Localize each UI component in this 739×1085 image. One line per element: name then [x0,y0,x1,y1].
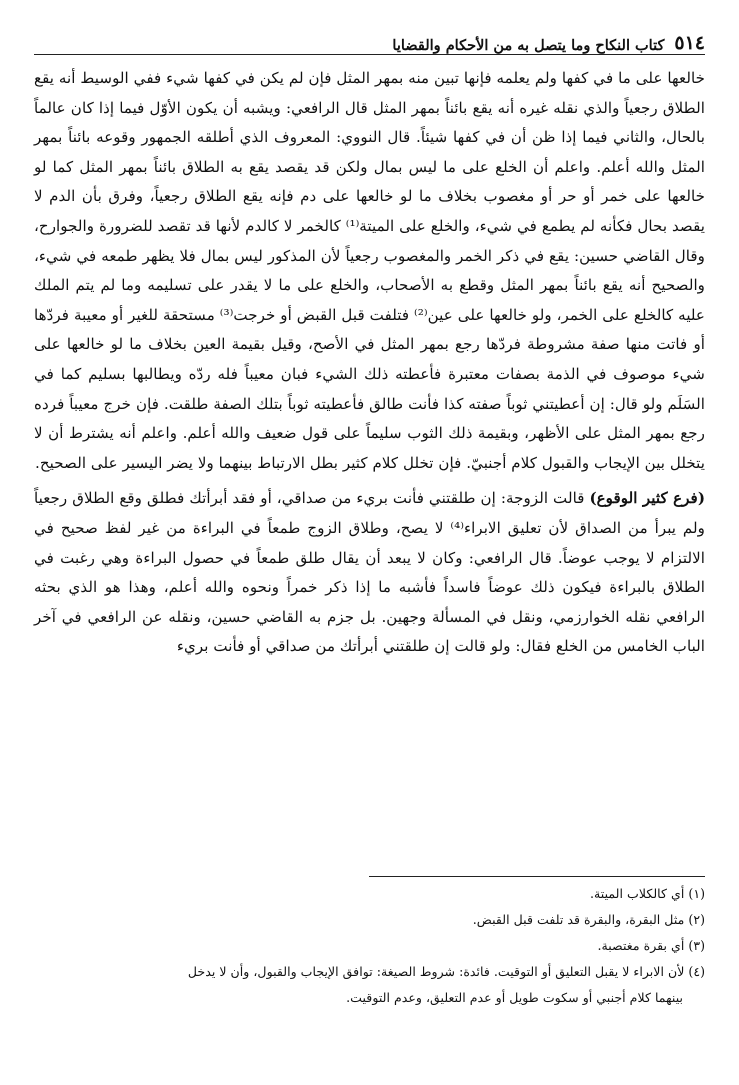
footnote-text: أي بقرة مغتصبة. [597,938,685,953]
section-heading: (فرع كثير الوقوع) [589,489,705,508]
footnote-number: (١) [688,886,705,901]
footnote-1 [34,881,705,907]
footnote-separator [369,876,705,877]
paragraph-2-text: قالت الزوجة: إن طلقتني فأنت بريء من صداقي، أو فقد أبرأتك فطلق وقع الطلاق رجعياً ولم يبرأ من الصداق لأن تعليق الابراء⁽⁴⁾ لا يصح، وطلاق الزوج طمعاً في البراءة من غير لفظ صحيح في الالتزام لا يوجب عوضاً. قال الرافعي: وكان لا يبعد أن يقال طلق طمعاً في حصول البراءة وهي رغبت في الطلاق بالبراءة فيكون ذلك عوضاً فاسداً فأشبه ما إذا ذكر خمراً ونحوه والله أعلم، وهذا هو الذي بحثه الرافعي نقله الخوارزمي، ونقل في المسألة وجهين. بل جزم به القاضي حسين، ونقله عن الرافعي في آخر الباب الخامس من الخلع فقال: ولو قالت إن طلقتني أبرأتك من صداقي أو فأنت بريء [34,489,706,656]
page-header [34,24,705,55]
footnote-3 [34,933,705,959]
paragraph-1: خالعها على ما في كفها ولم يعلمه فإنها تبين منه بمهر المثل فإن لم يكن في كفها شيء ففي الوسيط أنه يقع الطلاق رجعياً والذي نقله غيره أنه يقع بائناً بمهر المثل قال الرافعي: ويشبه أن يكون الأوّل فيما إذا كان عالماً بالحال، والثاني فيما إذا ظن أن في كفها شيئاً. قال النووي: المعروف الذي أطلقه الجمهور وقوعه بائناً بمهر المثل والله أعلم. واعلم أن الخلع على ما ليس بمال ولكن قد يقصد يقع به الطلاق بائناً بمهر المثل كما لو خالعها على خمر أو حر أو مغصوب بخلاف ما لو خالعها على دم فإنه يقع الطلاق رجعياً، وفرق بأن الدم لا يقصد بحال فكأنه لم يطمع في شيء، والخلع على الميتة⁽¹⁾ كالخمر لا كالدم لأنها قد تقصد للضرورة والجوارح، وقال القاضي حسين: يقع في ذكر الخمر والمغصوب رجعياً لأن المذكور ليس بمال فلا يظهر طمعه في شيء، والصحيح أنه يقع بائناً بمهر المثل وقطع به الأصحاب، والخلع على ما لا يقدر على تسليمه وما لم يتم الملك عليه كالخلع على الخمر، ولو خالعها على عين⁽²⁾ فتلفت قبل القبض أو خرجت⁽³⁾ مستحقة للغير أو معيبة فردّها أو فاتت منها صفة مشروطة فردّها رجع بمهر المثل في الأصح، وقيل بقيمة العين بخلاف ما لو خالعها على شيء موصوف في الذمة بصفات معتبرة فأعطته ذلك الشيء فبان معيباً فله ردّه ويطالبها بسليم كما في السَلَم ولو قال: إن أعطيتني ثوباً صفته كذا فأنت طالق فأعطيته ثوباً بتلك الصفة طلقت. فإن خرج معيباً فرده رجع بمهر المثل على الأظهر، وبقيمة ذلك الثوب سليماً على قول ضعيف والله أعلم. واعلم أنه يشترط أن لا يتخلل بين الإيجاب والقبول كلام أجنبيّ. فإن تخلل كلام كثير بطل الارتباط بينهما ولا يضر اليسير على الصحيح. [34,69,706,472]
footnote-number: (٤) [688,964,705,979]
running-title: كتاب النكاح وما يتصل به من الأحكام والقضايا [392,37,665,54]
footnote-text: أي كالكلاب الميتة. [590,886,685,901]
footnote-number: (٢) [688,912,705,927]
footnote-text: مثل البقرة، والبقرة قد تلفت قبل القبض. [472,912,685,927]
page-number: ٥١٤ [674,32,705,54]
footnote-2 [34,907,705,933]
paragraph-2 [34,484,705,662]
footnote-number: (٣) [688,938,705,953]
footnotes [34,881,705,1011]
footnote-4 [34,959,705,985]
main-text [34,64,705,662]
footnote-4-continuation: بينهما كلام أجنبي أو سكوت طويل أو عدم التعليق، وعدم التوقيت. [346,990,683,1005]
footnote-text: لأن الابراء لا يقبل التعليق أو التوقيت. فائدة: شروط الصيغة: توافق الإيجاب والقبول، وأن لا يدخل [187,964,685,979]
